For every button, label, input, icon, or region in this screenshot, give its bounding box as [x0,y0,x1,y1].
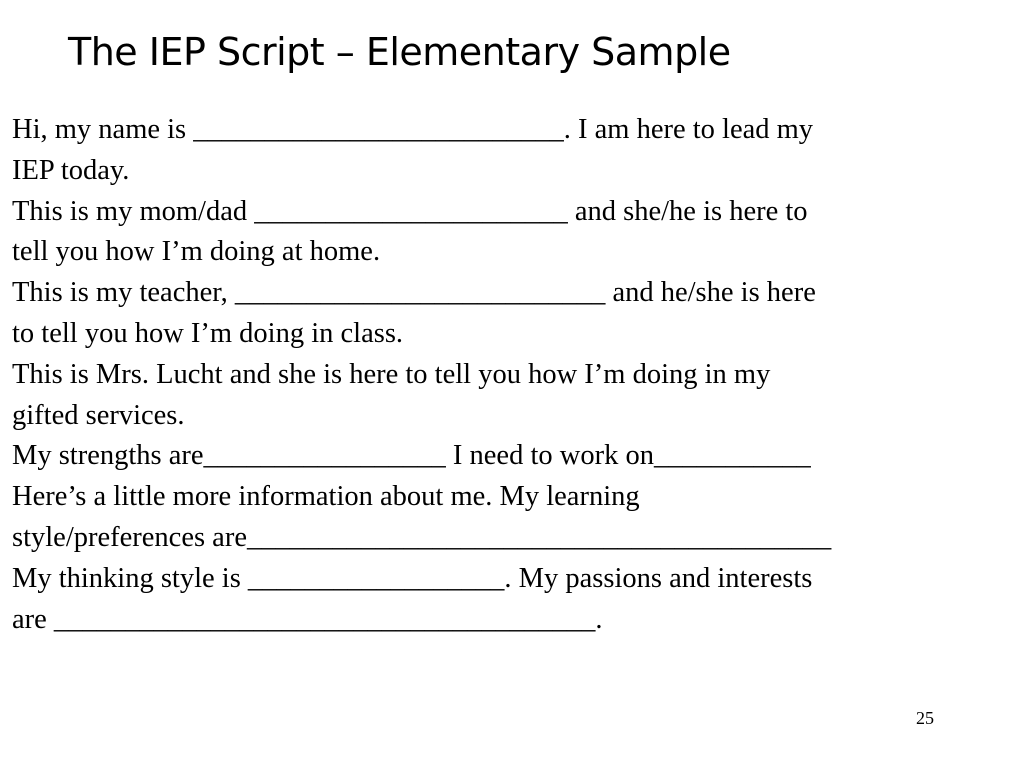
script-line-passions: are ______________________________________. [12,603,603,635]
script-line-strengths: My strengths are_________________ I need to work on___________ [12,440,811,472]
script-line-name-cont: IEP today. [12,154,130,186]
script-line-teacher: This is my teacher, __________________________ and he/she is here [12,277,816,309]
script-line-name: Hi, my name is __________________________. I am here to lead my [12,114,814,145]
script-line-parent: This is my mom/dad ______________________ and she/he is here to [12,195,808,227]
script-line-gifted: This is Mrs. Lucht and she is here to tell you how I’m doing in my [12,358,771,390]
script-line-teacher-cont: to tell you how I’m doing in class. [12,317,404,349]
script-line-gifted-cont: gifted services. [12,399,185,431]
script-body [12,110,1002,640]
page-number: 25 [916,708,934,728]
script-line-more-info: Here’s a little more information about me. My learning [12,481,640,513]
script-line-parent-cont: tell you how I’m doing at home. [12,236,381,268]
slide-title: The IEP Script – Elementary Sample [68,30,731,74]
script-line-learning-style: style/preferences are_________________________________________ [12,521,832,553]
script-line-thinking-style: My thinking style is __________________. My passions and interests [12,562,813,594]
